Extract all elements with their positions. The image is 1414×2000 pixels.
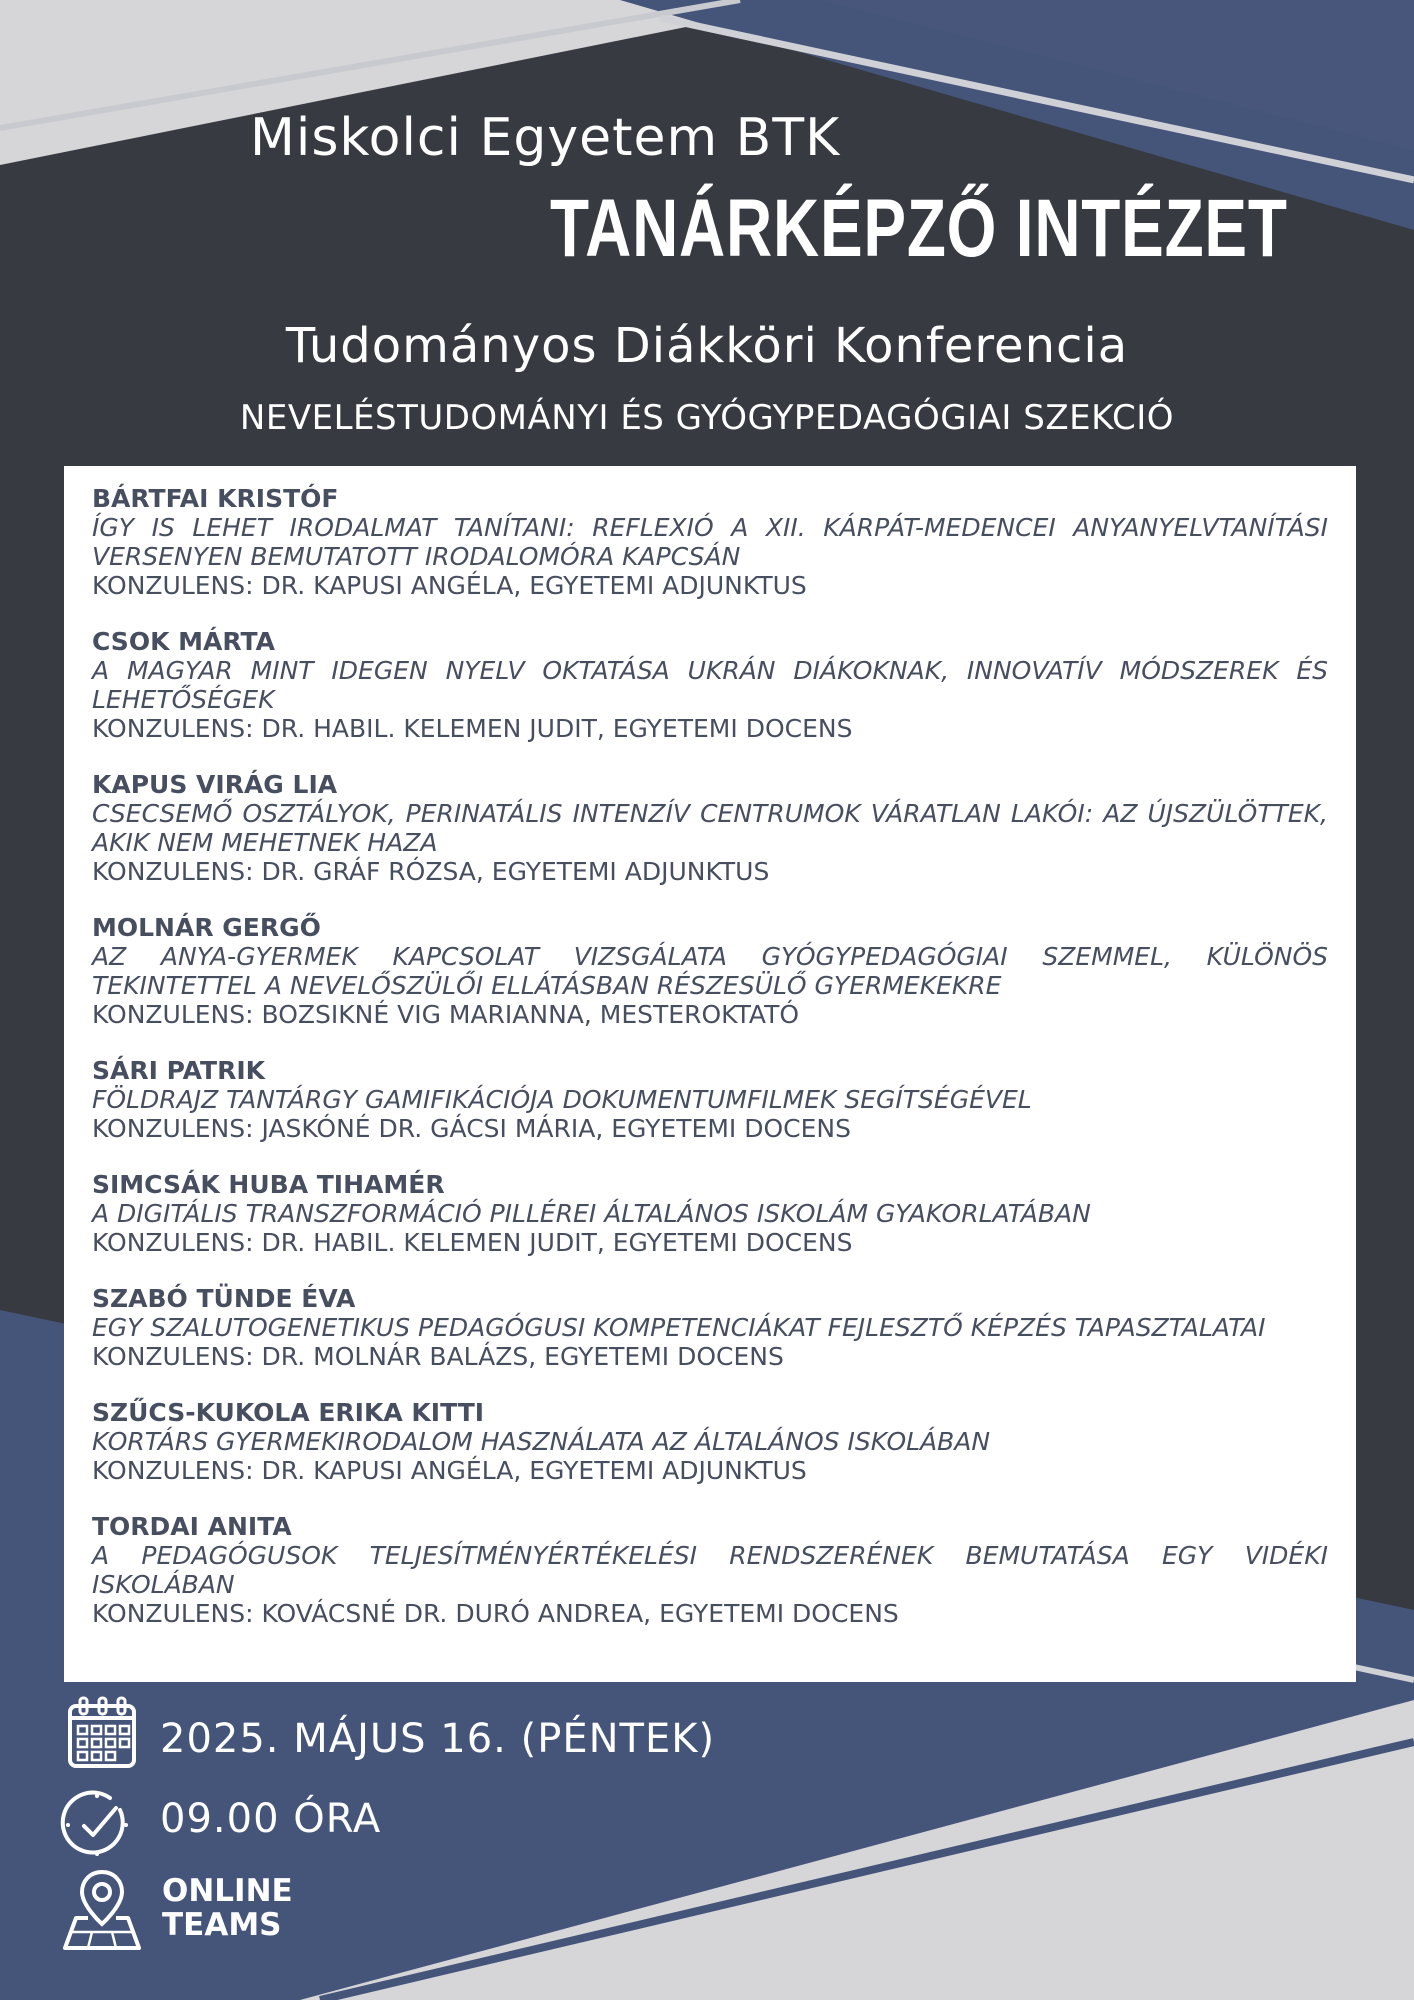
advisor-line: KONZULENS: DR. MOLNÁR BALÁZS, EGYETEMI DOCENS bbox=[92, 1342, 784, 1371]
presentation-entry bbox=[92, 1398, 1328, 1485]
presentation-title: EGY SZALUTOGENETIKUS PEDAGÓGUSI KOMPETENCIÁKAT FEJLESZTŐ KÉPZÉS TAPASZTALATAI bbox=[92, 1313, 1266, 1342]
advisor-line: KONZULENS: DR. HABIL. KELEMEN JUDIT, EGYETEMI DOCENS bbox=[92, 714, 853, 743]
presenter-name: SÁRI PATRIK bbox=[92, 1056, 266, 1085]
presenter-name: SZŰCS-KUKOLA ERIKA KITTI bbox=[92, 1398, 485, 1427]
presentation-title: A MAGYAR MINT IDEGEN NYELV OKTATÁSA UKRÁN DIÁKOKNAK, INNOVATÍV MÓDSZEREK ÉS LEHETŐSÉGEK bbox=[92, 656, 1328, 714]
advisor-line: KONZULENS: DR. GRÁF RÓZSA, EGYETEMI ADJUNKTUS bbox=[92, 857, 770, 886]
presentation-entry bbox=[92, 484, 1328, 600]
clock-icon bbox=[60, 1788, 134, 1862]
presentation-title: KORTÁRS GYERMEKIRODALOM HASZNÁLATA AZ ÁLTALÁNOS ISKOLÁBAN bbox=[92, 1427, 991, 1456]
presenter-name: CSOK MÁRTA bbox=[92, 627, 275, 656]
presentation-entry bbox=[92, 627, 1328, 743]
conference-title: Tudományos Diákköri Konferencia bbox=[285, 318, 1129, 374]
presentation-title: CSECSEMŐ OSZTÁLYOK, PERINATÁLIS INTENZÍV CENTRUMOK VÁRATLAN LAKÓI: AZ ÚJSZÜLÖTTEK, AKIK NEM MEHETNEK HAZA bbox=[92, 799, 1328, 857]
presentation-title: ÍGY IS LEHET IRODALMAT TANÍTANI: REFLEXIÓ A XII. KÁRPÁT-MEDENCEI ANYANYELVTANÍTÁSI VERSENYEN BEMUTATOTT IRODALOMÓRA KAPCSÁN bbox=[92, 513, 1328, 571]
advisor-line: KONZULENS: BOZSIKNÉ VIG MARIANNA, MESTEROKTATÓ bbox=[92, 1000, 800, 1029]
advisor-line: KONZULENS: JASKÓNÉ DR. GÁCSI MÁRIA, EGYETEMI DOCENS bbox=[92, 1114, 851, 1143]
location-line-teams: TEAMS bbox=[162, 1907, 282, 1943]
location-line-online: ONLINE bbox=[162, 1873, 293, 1909]
institute-title: TANÁRKÉPZŐ INTÉZET bbox=[550, 183, 1288, 274]
presenter-name: SIMCSÁK HUBA TIHAMÉR bbox=[92, 1170, 445, 1199]
advisor-line: KONZULENS: KOVÁCSNÉ DR. DURÓ ANDREA, EGYETEMI DOCENS bbox=[92, 1599, 899, 1628]
event-time: 09.00 ÓRA bbox=[160, 1796, 382, 1842]
presenter-name: SZABÓ TÜNDE ÉVA bbox=[92, 1284, 356, 1313]
institution-name: Miskolci Egyetem BTK bbox=[250, 108, 841, 168]
presenter-name: MOLNÁR GERGŐ bbox=[92, 913, 321, 942]
presentation-title: FÖLDRAJZ TANTÁRGY GAMIFIKÁCIÓJA DOKUMENTUMFILMEK SEGÍTSÉGÉVEL bbox=[92, 1085, 1032, 1114]
presentation-title: AZ ANYA-GYERMEK KAPCSOLAT VIZSGÁLATA GYÓGYPEDAGÓGIAI SZEMMEL, KÜLÖNÖS TEKINTETTEL A NEVELŐSZÜLŐI ELLÁTÁSBAN RÉSZESÜLŐ GYERMEKEKRE bbox=[92, 942, 1328, 1000]
presenter-name: TORDAI ANITA bbox=[92, 1512, 292, 1541]
advisor-line: KONZULENS: DR. KAPUSI ANGÉLA, EGYETEMI ADJUNKTUS bbox=[92, 1456, 807, 1485]
presenter-name: BÁRTFAI KRISTÓF bbox=[92, 484, 339, 513]
calendar-icon bbox=[66, 1696, 140, 1772]
presentation-title: A DIGITÁLIS TRANSZFORMÁCIÓ PILLÉREI ÁLTALÁNOS ISKOLÁM GYAKORLATÁBAN bbox=[92, 1199, 1091, 1228]
event-location bbox=[162, 1874, 293, 1942]
presentation-entry bbox=[92, 1512, 1328, 1628]
presentation-entry bbox=[92, 1170, 1328, 1257]
event-date: 2025. MÁJUS 16. (PÉNTEK) bbox=[160, 1716, 716, 1762]
advisor-line: KONZULENS: DR. HABIL. KELEMEN JUDIT, EGYETEMI DOCENS bbox=[92, 1228, 853, 1257]
advisor-line: KONZULENS: DR. KAPUSI ANGÉLA, EGYETEMI ADJUNKTUS bbox=[92, 571, 807, 600]
map-pin-icon bbox=[62, 1868, 142, 1952]
presentation-entry bbox=[92, 913, 1328, 1029]
presentations-panel bbox=[64, 466, 1356, 1682]
presentation-title: A PEDAGÓGUSOK TELJESÍTMÉNYÉRTÉKELÉSI RENDSZERÉNEK BEMUTATÁSA EGY VIDÉKI ISKOLÁBAN bbox=[92, 1541, 1328, 1599]
presenter-name: KAPUS VIRÁG LIA bbox=[92, 770, 338, 799]
presentation-entry bbox=[92, 1056, 1328, 1143]
presentation-entry bbox=[92, 770, 1328, 886]
section-title: NEVELÉSTUDOMÁNYI ÉS GYÓGYPEDAGÓGIAI SZEKCIÓ bbox=[239, 398, 1175, 438]
presentation-entry bbox=[92, 1284, 1328, 1371]
